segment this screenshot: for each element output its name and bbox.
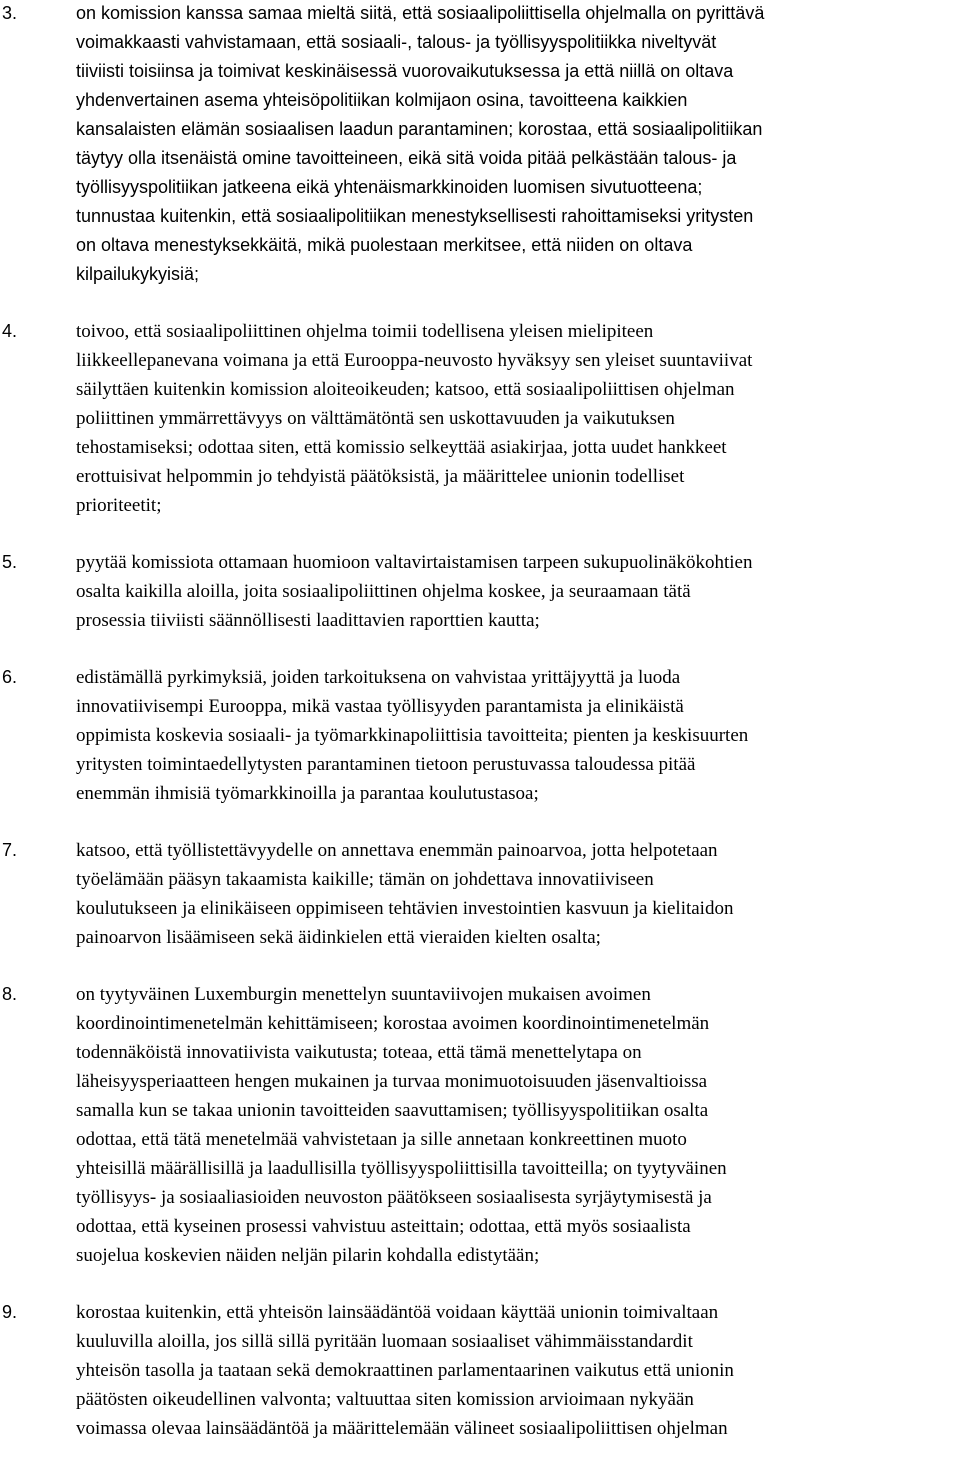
paragraph-number: 3.: [2, 3, 18, 23]
paragraph-line: yhteisillä määrällisillä ja laadullisilla työllisyyspoliittisilla tavoitteilla; on tyytyväinen: [76, 1158, 727, 1179]
paragraph-line: läheisyysperiaatteen hengen mukainen ja turvaa monimuotoisuuden jäsenvaltioissa: [76, 1071, 708, 1092]
paragraph-line: todennäköistä innovatiivista vaikutusta; toteaa, että tämä menettelytapa on: [76, 1042, 642, 1063]
paragraph-line: tunnustaa kuitenkin, että sosiaalipolitiikan menestyksellisesti rahoittamiseksi yritysten: [76, 206, 754, 226]
paragraph-line: tiiviisti toisiinsa ja toimivat keskinäisessä vuorovaikutuksessa ja että niillä on oltava: [76, 61, 734, 81]
paragraph-line: voimassa olevaa lainsäädäntöä ja määrittelemään välineet sosiaalipoliittisen ohjelman: [76, 1418, 728, 1439]
paragraph-line: edistämällä pyrkimyksiä, joiden tarkoituksena on vahvistaa yrittäjyyttä ja luoda: [76, 667, 681, 688]
paragraph-line: koordinointimenetelmän kehittämiseen; korostaa avoimen koordinointimenetelmän: [76, 1013, 710, 1034]
paragraph-number: 8.: [2, 984, 18, 1004]
paragraph-line: on tyytyväinen Luxemburgin menettelyn suuntaviivojen mukaisen avoimen: [76, 984, 651, 1005]
paragraph-line: tehostamiseksi; odottaa siten, että komissio selkeyttää asiakirjaa, jotta uudet hankkeet: [76, 437, 727, 458]
paragraph-number: 9.: [2, 1302, 18, 1322]
numbered-paragraph-7: [0, 836, 960, 952]
paragraph-line: on oltava menestyksekkäitä, mikä puolestaan merkitsee, että niiden on oltava: [76, 235, 693, 255]
paragraph-line: liikkeellepanevana voimana ja että Eurooppa-neuvosto hyväksyy sen yleiset suuntaviivat: [76, 350, 753, 371]
paragraph-line: voimakkaasti vahvistamaan, että sosiaali-, talous- ja työllisyyspolitiikka niveltyvät: [76, 32, 717, 52]
paragraph-line: oppimista koskevia sosiaali- ja työmarkkinapoliittisia tavoitteita; pienten ja keskisuurten: [76, 725, 749, 746]
paragraph-line: korostaa kuitenkin, että yhteisön lainsäädäntöä voidaan käyttää unionin toimivaltaan: [76, 1302, 719, 1323]
paragraph-line: odottaa, että tätä menetelmää vahvistetaan ja sille annetaan konkreettinen muoto: [76, 1129, 687, 1150]
numbered-paragraph-6: [0, 663, 960, 808]
paragraph-line: erottuisivat helpommin jo tehdyistä päätöksistä, ja määrittelee unionin todelliset: [76, 466, 685, 487]
paragraph-line: päätösten oikeudellinen valvonta; valtuuttaa siten komission arvioimaan nykyään: [76, 1389, 694, 1410]
paragraph-number: 6.: [2, 667, 18, 687]
paragraph-number: 5.: [2, 552, 18, 572]
paragraph-line: samalla kun se takaa unionin tavoitteiden saavuttamisen; työllisyyspolitiikan osalta: [76, 1100, 709, 1121]
paragraph-line: innovatiivisempi Eurooppa, mikä vastaa työllisyyden parantamista ja elinikäistä: [76, 696, 684, 717]
paragraph-line: osalta kaikilla aloilla, joita sosiaalipoliittinen ohjelma koskee, ja seuraamaan tätä: [76, 581, 691, 602]
paragraph-line: työllisyys- ja sosiaaliasioiden neuvoston päätökseen sosiaalisesta syrjäytymisestä ja: [76, 1187, 712, 1208]
paragraph-line: koulutukseen ja elinikäiseen oppimiseen tehtävien investointien kasvuun ja kielitaidon: [76, 898, 734, 919]
paragraph-line: kilpailukykyisiä;: [76, 264, 200, 284]
numbered-paragraph-3: [0, 0, 960, 289]
paragraph-number: 7.: [2, 840, 18, 860]
paragraph-line: prosessia tiiviisti säännöllisesti laadittavien raporttien kautta;: [76, 610, 540, 631]
paragraph-line: katsoo, että työllistettävyydelle on annettava enemmän painoarvoa, jotta helpotetaan: [76, 840, 718, 861]
paragraph-line: on komission kanssa samaa mieltä siitä, että sosiaalipoliittisella ohjelmalla on pyrittävä: [76, 3, 765, 23]
paragraph-line: kuuluvilla aloilla, jos sillä sillä pyritään luomaan sosiaaliset vähimmäisstandardit: [76, 1331, 693, 1352]
paragraph-line: enemmän ihmisiä työmarkkinoilla ja parantaa koulutustasoa;: [76, 783, 539, 804]
paragraph-line: työllisyyspolitiikan jatkeena eikä yhtenäismarkkinoiden luomisen sivutuotteena;: [76, 177, 703, 197]
paragraph-line: työelämään pääsyn takaamista kaikille; tämän on johdettava innovatiiviseen: [76, 869, 654, 890]
paragraph-number: 4.: [2, 321, 18, 341]
paragraph-line: toivoo, että sosiaalipoliittinen ohjelma toimii todellisena yleisen mielipiteen: [76, 321, 654, 342]
paragraph-line: kansalaisten elämän sosiaalisen laadun parantaminen; korostaa, että sosiaalipolitiikan: [76, 119, 763, 139]
paragraph-line: yhdenvertainen asema yhteisöpolitiikan kolmijaon osina, tavoitteena kaikkien: [76, 90, 688, 110]
paragraph-line: pyytää komissiota ottamaan huomioon valtavirtaistamisen tarpeen sukupuolinäkökohtien: [76, 552, 753, 573]
paragraph-line: odottaa, että kyseinen prosessi vahvistuu asteittain; odottaa, että myös sosiaalista: [76, 1216, 691, 1237]
paragraph-line: poliittinen ymmärrettävyys on välttämätöntä sen uskottavuuden ja vaikutuksen: [76, 408, 675, 429]
paragraph-line: yhteisön tasolla ja taataan sekä demokraattinen parlamentaarinen vaikutus että unionin: [76, 1360, 734, 1381]
numbered-paragraph-8: [0, 980, 960, 1270]
paragraph-line: suojelua koskevien näiden neljän pilarin kohdalla edistytään;: [76, 1245, 540, 1266]
paragraph-line: yritysten toimintaedellytysten parantaminen tietoon perustuvassa taloudessa pitää: [76, 754, 696, 775]
paragraph-line: painoarvon lisäämiseen sekä äidinkielen että vieraiden kielten osalta;: [76, 927, 601, 948]
paragraph-line: täytyy olla itsenäistä omine tavoitteineen, eikä sitä voida pitää pelkästään talous- ja: [76, 148, 737, 168]
numbered-paragraph-5: [0, 548, 960, 635]
paragraph-line: säilyttäen kuitenkin komission aloiteoikeuden; katsoo, että sosiaalipoliittisen ohjelman: [76, 379, 735, 400]
numbered-paragraph-9: [0, 1298, 960, 1443]
numbered-paragraph-4: [0, 317, 960, 520]
paragraph-line: prioriteetit;: [76, 495, 162, 516]
